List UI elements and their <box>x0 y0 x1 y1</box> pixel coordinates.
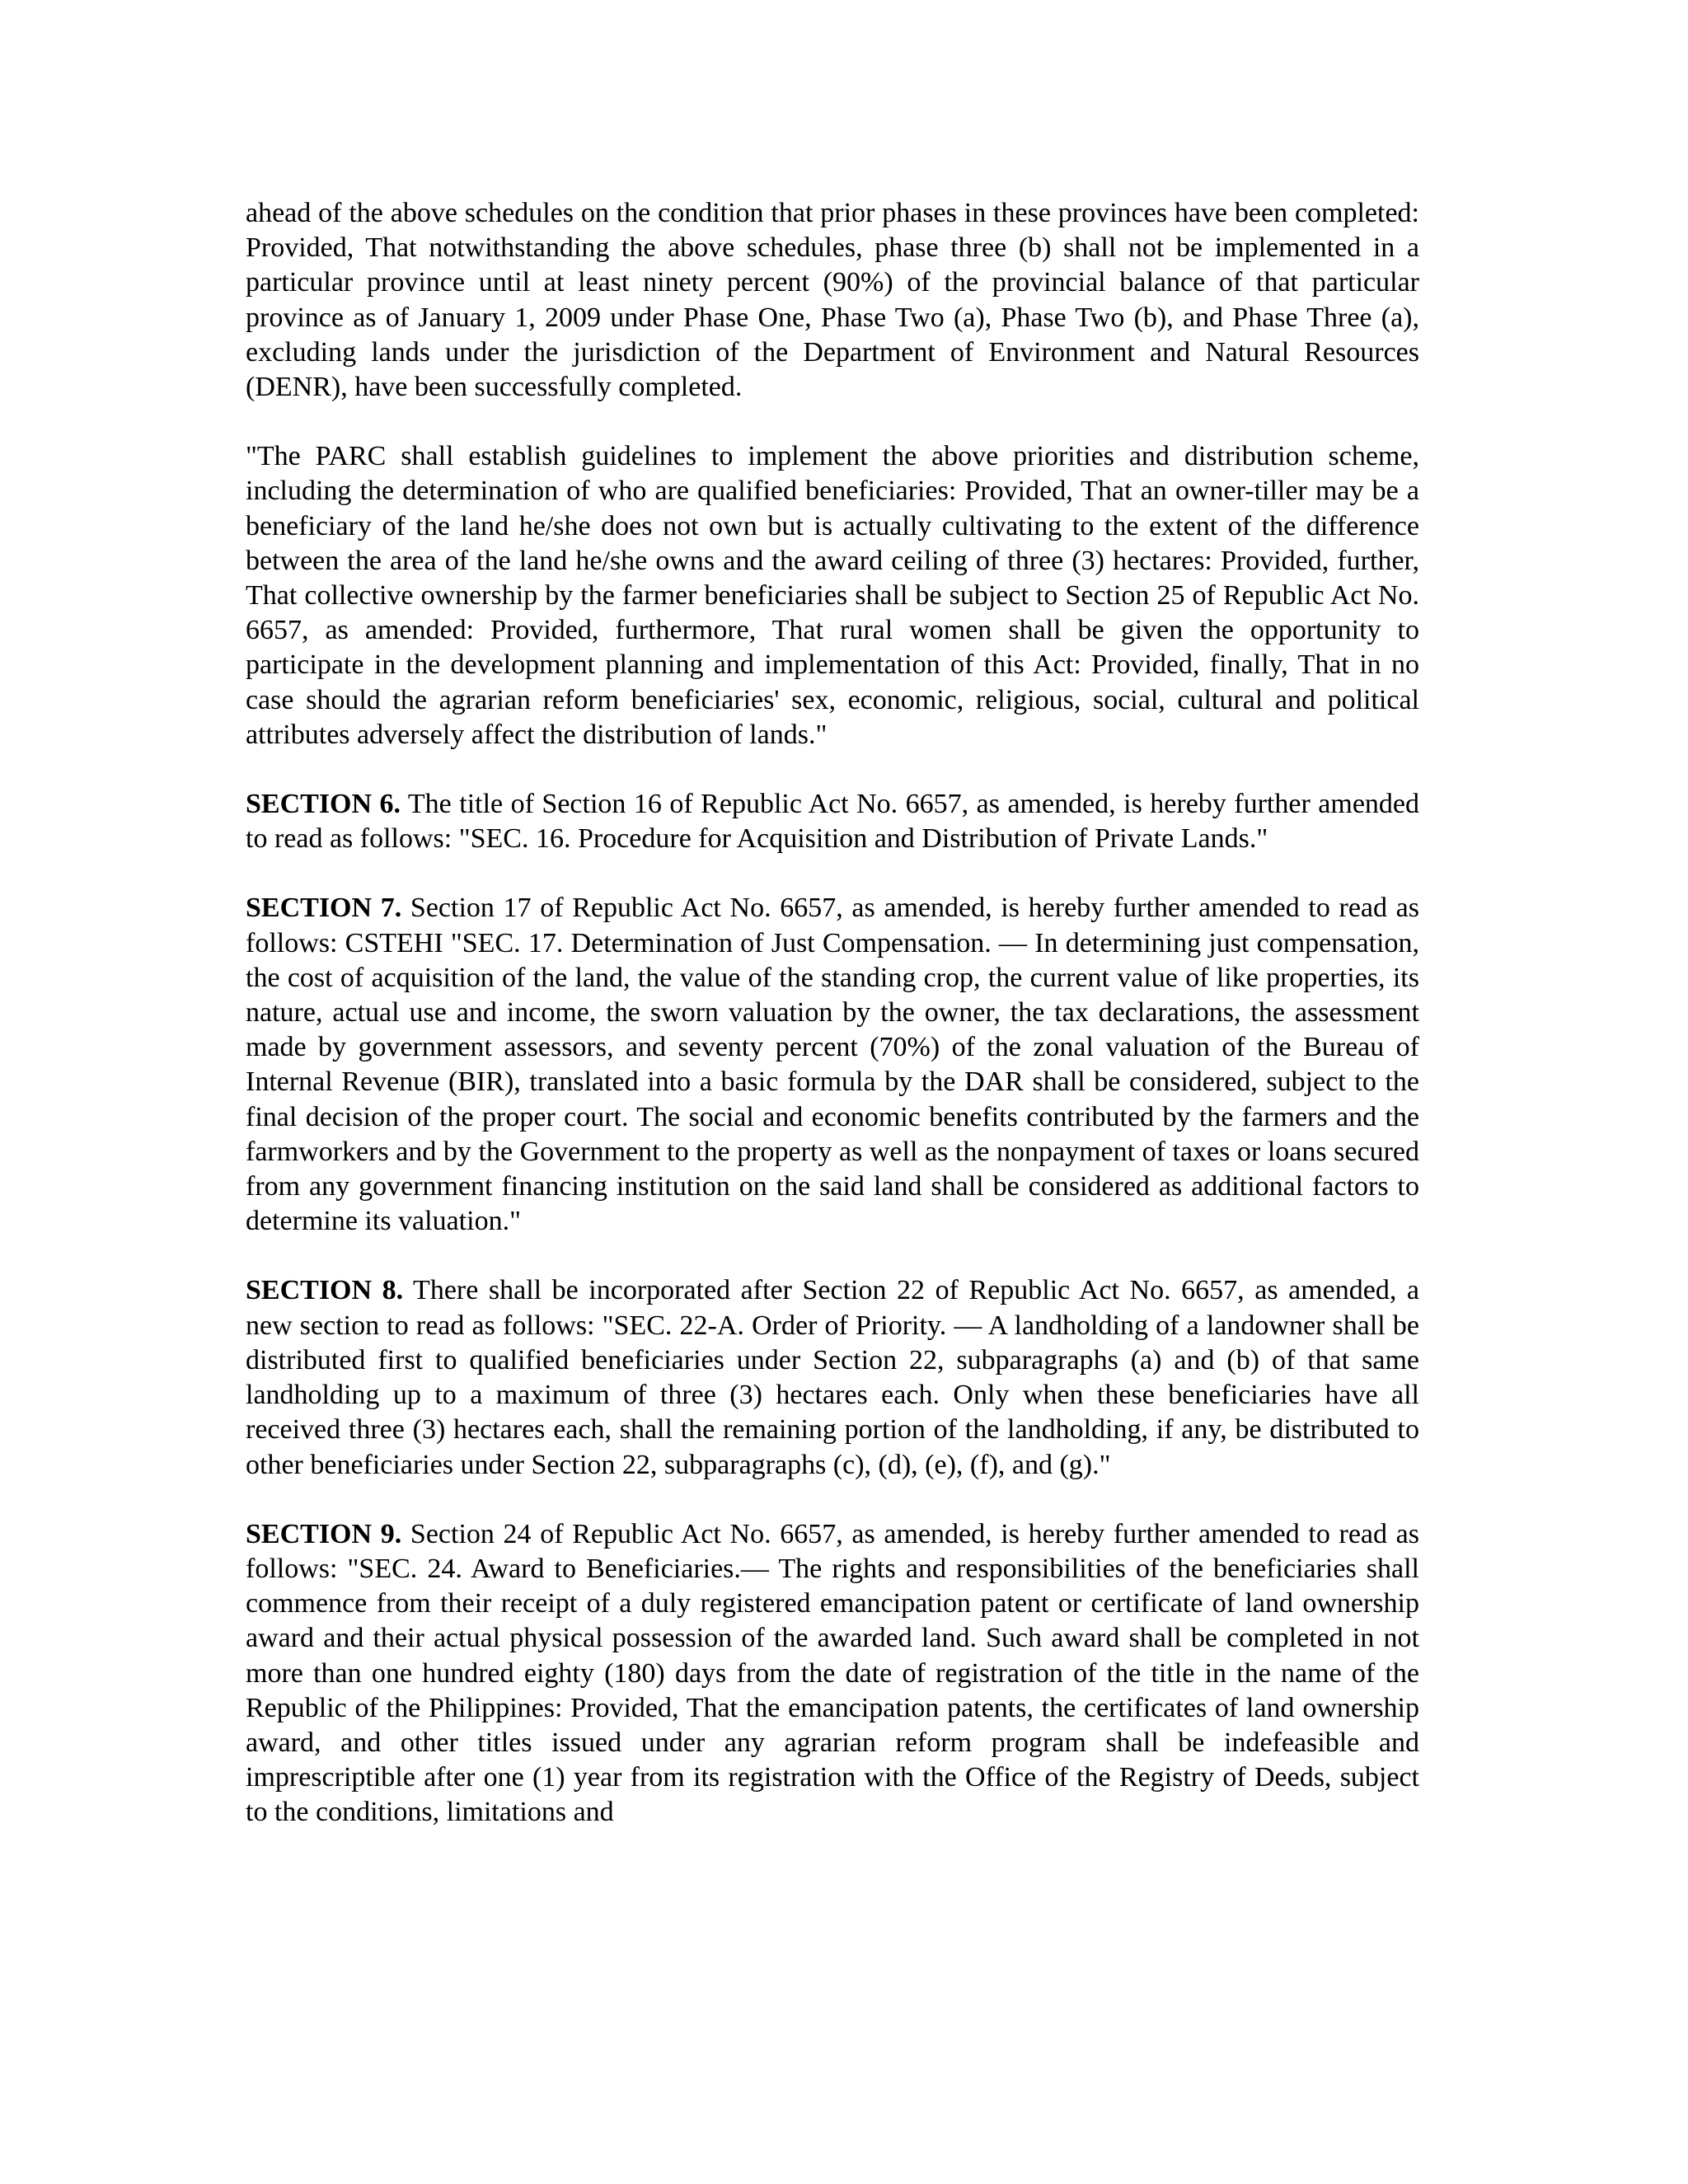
section-7-text: Section 17 of Republic Act No. 6657, as amended, is hereby further amended to read as follows: CSTEHI "SEC. 17. Determination of Just Compensation. — In determining just compensation, the cost of acquisition of the land, the value of the standing crop, the current value of like properties, its nature, actual use and income, the sworn valuation by the owner, the tax declarations, the assessment made by government assessors, and seventy percent (70%) of the zonal valuation of the Bureau of Internal Revenue (BIR), translated into a basic formula by the DAR shall be considered, subject to the final decision of the proper court. The social and economic benefits contributed by the farmers and the farmworkers and by the Government to the property as well as the nonpayment of taxes or loans secured from any government financing institution on the said land shall be considered as additional factors to determine its valuation." <box>246 893 1419 1237</box>
paragraph-text: ahead of the above schedules on the condition that prior phases in these provinces have been completed: Provided, That notwithstanding the above schedules, phase three (b) shall not be implemented in a particular province until at least ninety percent (90%) of the provincial balance of that particular province as of January 1, 2009 under Phase One, Phase Two (a), Phase Two (b), and Phase Three (a), excluding lands under the jurisdiction of the Department of Environment and Natural Resources (DENR), have been successfully completed. <box>246 198 1419 403</box>
paragraph-parc-guidelines <box>246 439 1419 752</box>
paragraph-phase-schedule-continuation <box>246 196 1419 405</box>
document-page <box>246 196 1419 1830</box>
section-7-paragraph <box>246 891 1419 1239</box>
section-9-text: Section 24 of Republic Act No. 6657, as amended, is hereby further amended to read as follows: "SEC. 24. Award to Beneficiaries.— The rights and responsibilities of the beneficiaries shall commence from their receipt of a duly registered emancipation patent or certificate of land ownership award and their actual physical possession of the awarded land. Such award shall be completed in not more than one hundred eighty (180) days from the date of registration of the title in the name of the Republic of the Philippines: Provided, That the emancipation patents, the certificates of land ownership award, and other titles issued under any agrarian reform program shall be indefeasible and imprescriptible after one (1) year from its registration with the Office of the Registry of Deeds, subject to the conditions, limitations and <box>246 1518 1419 1828</box>
section-9-label: SECTION 9. <box>246 1518 402 1549</box>
section-9-paragraph <box>246 1517 1419 1830</box>
section-8-text: There shall be incorporated after Section 22 of Republic Act No. 6657, as amended, a new section to read as follows: "SEC. 22-A. Order of Priority. — A landholding of a landowner shall be distributed first to qualified beneficiaries under Section 22, subparagraphs (a) and (b) of that same landholding up to a maximum of three (3) hectares each. Only when these beneficiaries have all received three (3) hectares each, shall the remaining portion of the landholding, if any, be distributed to other beneficiaries under Section 22, subparagraphs (c), (d), (e), (f), and (g)." <box>246 1275 1419 1480</box>
section-8-paragraph <box>246 1273 1419 1482</box>
section-8-label: SECTION 8. <box>246 1275 404 1306</box>
paragraph-text: "The PARC shall establish guidelines to implement the above priorities and distribution scheme, including the determination of who are qualified beneficiaries: Provided, That an owner-tiller may be a beneficiary of the land he/she does not own but is actually cultivating to the extent of the difference between the area of the land he/she owns and the award ceiling of three (3) hectares: Provided, further, That collective ownership by the farmer beneficiaries shall be subject to Section 25 of Republic Act No. 6657, as amended: Provided, furthermore, That rural women shall be given the opportunity to participate in the development planning and implementation of this Act: Provided, finally, That in no case should the agrarian reform beneficiaries' sex, economic, religious, social, cultural and political attributes adversely affect the distribution of lands." <box>246 441 1419 750</box>
section-6-text: The title of Section 16 of Republic Act No. 6657, as amended, is hereby further amended to read as follows: "SEC. 16. Procedure for Acquisition and Distribution of Private Lands." <box>246 789 1419 855</box>
section-7-label: SECTION 7. <box>246 893 402 924</box>
section-6-paragraph <box>246 787 1419 856</box>
section-6-label: SECTION 6. <box>246 789 401 820</box>
